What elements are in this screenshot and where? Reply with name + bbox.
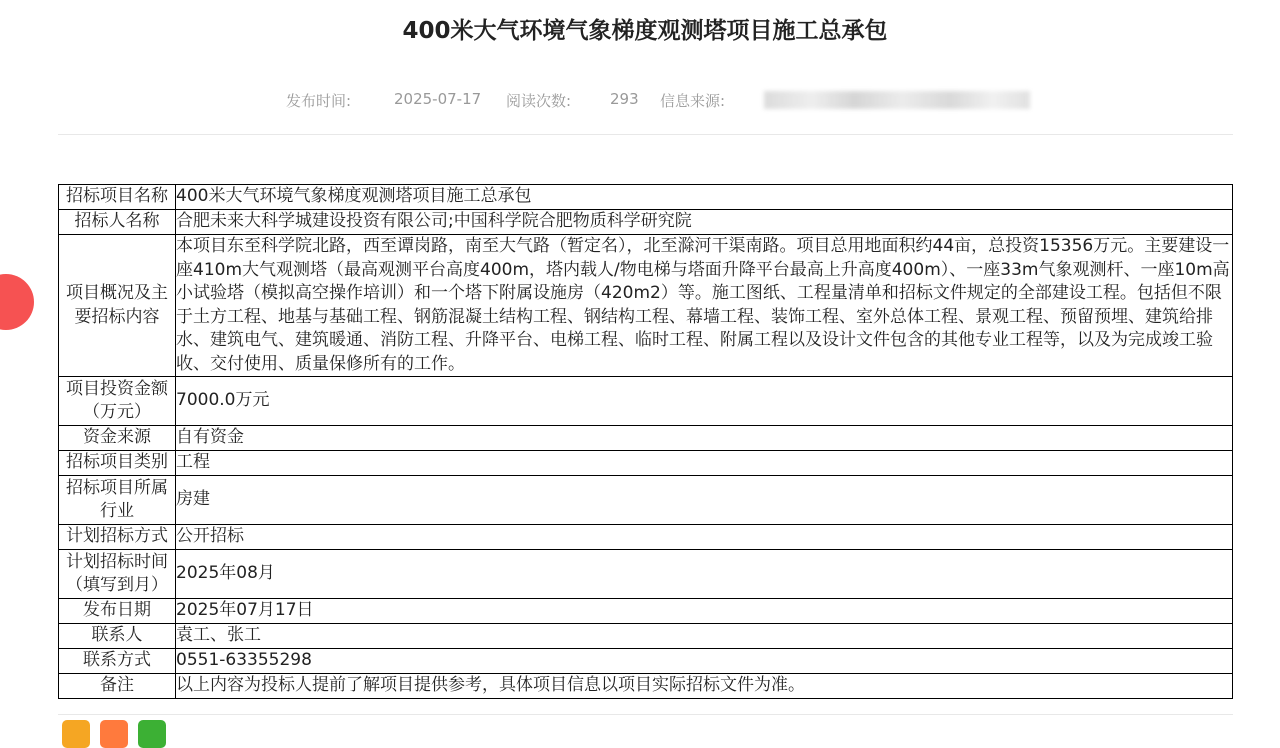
tender-info-table xyxy=(58,184,1233,699)
row-label: 招标项目类别 xyxy=(59,451,176,476)
share-qzone-icon[interactable] xyxy=(62,720,90,748)
table-row xyxy=(59,377,1233,426)
row-value: 工程 xyxy=(176,451,1233,476)
table-row xyxy=(59,649,1233,674)
publish-time-value: 2025-07-17 xyxy=(394,90,482,108)
source-value-blurred xyxy=(764,91,1030,109)
table-row xyxy=(59,674,1233,699)
row-label: 项目投资金额（万元） xyxy=(59,377,176,426)
table-row xyxy=(59,476,1233,525)
float-tab-icon[interactable] xyxy=(0,274,34,330)
page-title: 400米大气环境气象梯度观测塔项目施工总承包 xyxy=(402,18,888,44)
table-row xyxy=(59,210,1233,235)
row-label: 计划招标方式 xyxy=(59,525,176,550)
row-label: 招标项目名称 xyxy=(59,185,176,210)
divider-top xyxy=(58,134,1233,135)
divider-bottom xyxy=(58,714,1233,715)
source-label: 信息来源: xyxy=(660,92,726,110)
row-label: 招标项目所属行业 xyxy=(59,476,176,525)
row-value: 袁工、张工 xyxy=(176,624,1233,649)
row-label: 联系方式 xyxy=(59,649,176,674)
row-value: 0551-63355298 xyxy=(176,649,1233,674)
row-value: 2025年07月17日 xyxy=(176,599,1233,624)
row-label: 发布日期 xyxy=(59,599,176,624)
row-value: 本项目东至科学院北路，西至谭岗路，南至大气路（暂定名），北至滁河干渠南路。项目总用地面积约44亩，总投资15356万元。主要建设一座410m大气观测塔（最高观测平台高度400m，塔内载人/物电梯与塔面升降平台最高上升高度400m）、一座33m气象观测杆、一座10m高小试验塔（模拟高空操作培训）和一个塔下附属设施房（420m2）等。施工图纸、工程量清单和招标文件规定的全部建设工程。包括但不限于土方工程、地基与基础工程、钢筋混凝土结构工程、钢结构工程、幕墙工程、装饰工程、室外总体工程、景观工程、预留预埋、建筑给排水、建筑电气、建筑暖通、消防工程、升降平台、电梯工程、临时工程、附属工程以及设计文件包含的其他专业工程等，以及为完成竣工验收、交付使用、质量保修所有的工作。 xyxy=(176,235,1233,377)
row-label: 备注 xyxy=(59,674,176,699)
read-count-value: 293 xyxy=(610,90,639,108)
publish-time-label: 发布时间: xyxy=(286,92,352,110)
row-value: 400米大气环境气象梯度观测塔项目施工总承包 xyxy=(176,185,1233,210)
table-row xyxy=(59,235,1233,377)
table-row xyxy=(59,624,1233,649)
table-row xyxy=(59,550,1233,599)
table-row xyxy=(59,599,1233,624)
row-value: 自有资金 xyxy=(176,426,1233,451)
share-weibo-icon[interactable] xyxy=(100,720,128,748)
row-value: 2025年08月 xyxy=(176,550,1233,599)
share-wechat-icon[interactable] xyxy=(138,720,166,748)
table-row xyxy=(59,185,1233,210)
row-label: 联系人 xyxy=(59,624,176,649)
row-label: 项目概况及主要招标内容 xyxy=(59,235,176,377)
row-value: 房建 xyxy=(176,476,1233,525)
row-label: 资金来源 xyxy=(59,426,176,451)
row-label: 招标人名称 xyxy=(59,210,176,235)
row-value: 以上内容为投标人提前了解项目提供参考，具体项目信息以项目实际招标文件为准。 xyxy=(176,674,1233,699)
read-count-label: 阅读次数: xyxy=(506,92,572,110)
table-row xyxy=(59,451,1233,476)
row-value: 公开招标 xyxy=(176,525,1233,550)
table-row xyxy=(59,426,1233,451)
row-label: 计划招标时间（填写到月） xyxy=(59,550,176,599)
table-row xyxy=(59,525,1233,550)
row-value: 7000.0万元 xyxy=(176,377,1233,426)
row-value: 合肥未来大科学城建设投资有限公司;中国科学院合肥物质科学研究院 xyxy=(176,210,1233,235)
